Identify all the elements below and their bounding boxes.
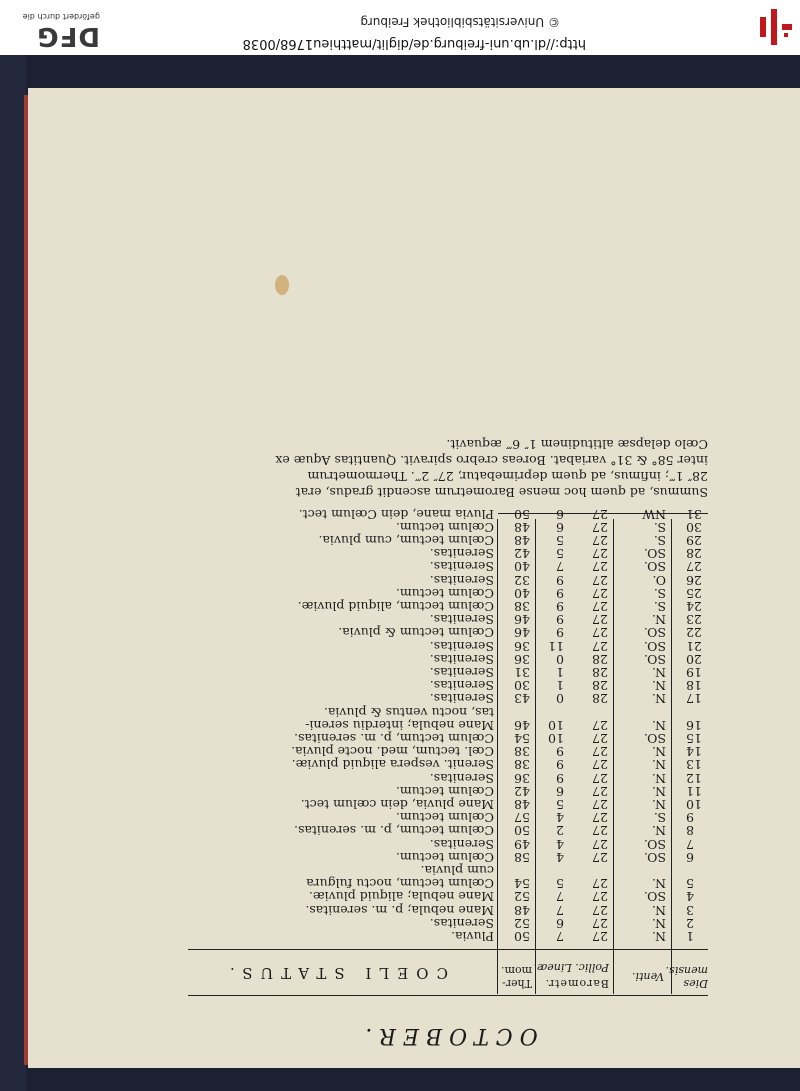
wind-cell: SO. [643,889,666,905]
linea-cell: 0 [556,651,564,667]
header-thermom-line2: mom. [501,964,532,977]
day-cell: 25 [686,585,702,601]
day-cell: 11 [686,783,702,799]
therm-cell: 38 [514,599,530,614]
therm-cell: 36 [514,770,530,786]
status-cell: Serenitas. [429,638,494,654]
wind-cell: N. [651,678,666,694]
status-cell: Cœlum tectum. [395,519,494,535]
therm-cell: 42 [514,783,530,799]
day-cell: 24 [686,599,702,614]
therm-cell: 43 [514,691,530,707]
header-thermom [501,964,532,990]
linea-cell: 1 [556,678,564,694]
wind-cell: SO. [643,546,666,562]
therm-cell: 52 [514,915,530,931]
therm-cell: 38 [514,744,530,760]
linea-cell: 11 [548,638,564,654]
pollic-cell: 27 [592,533,608,548]
linea-cell: 9 [556,757,564,773]
col-divider [497,950,498,994]
wind-cell: SO. [643,849,666,865]
linea-cell: 1 [556,665,564,680]
linea-cell: 10 [548,717,564,733]
ub-freiburg-logo[interactable] [754,7,794,47]
wind-cell: SO. [643,731,666,746]
linea-cell: 7 [556,929,564,944]
status-cell: Serenitas. [429,770,494,786]
summary-line: inter 58° & 31° variabat. Boreas crebro spiravit. Quantitas Aquæ ex [275,453,708,468]
status-cell: Serenitas. [429,651,494,667]
pollic-cell: 28 [592,691,608,707]
status-cell: Cœlum tectum. [395,585,494,601]
status-cell: Serenitas. [429,546,494,562]
pollic-cell: 27 [592,731,608,746]
status-cell: Cœlum tectum, noctu fulgura [306,876,494,892]
wind-cell: N. [651,770,666,786]
pollic-cell: 27 [592,519,608,535]
status-cell: Cœl. tectum, med. nocte pluvia. [291,744,494,760]
day-cell: 28 [686,546,702,562]
day-cell: 22 [686,625,702,641]
therm-cell: 57 [514,810,530,826]
status-cell: Cœlum tectum & pluvia. [338,625,494,641]
wind-cell: N. [651,797,666,812]
day-cell: 26 [686,572,702,588]
pollic-cell: 27 [592,559,608,575]
status-cell: Serenitas. [429,678,494,694]
therm-cell: 50 [514,823,530,839]
wind-cell: S. [653,585,666,601]
dfg-logo-text: DFG [36,21,100,51]
day-cell: 20 [686,651,702,667]
day-cell: 15 [686,731,702,746]
wind-cell: N. [651,783,666,799]
day-cell: 27 [686,559,702,575]
day-cell: 1 [686,929,694,944]
dfg-logo[interactable] [8,5,100,51]
pollic-cell: 27 [592,849,608,865]
status-cell: Cœlum tectum, p. m. serenitas. [294,731,494,746]
header-dies [666,964,708,990]
wind-cell: N. [651,665,666,680]
therm-cell: 36 [514,651,530,667]
therm-cell: 50 [514,929,530,944]
therm-cell: 42 [514,546,530,562]
linea-cell: 9 [556,744,564,760]
linea-cell: 7 [556,889,564,905]
pollic-cell: 28 [592,678,608,694]
summary-line: 28″ 1‴; infimus, ad quem deprimebatur, 27″ 2‴. Thermometrum [307,469,708,484]
wind-cell: N. [651,915,666,931]
day-cell: 23 [686,612,702,628]
therm-cell: 31 [514,665,530,680]
pollic-cell: 27 [592,902,608,918]
linea-cell: 9 [556,625,564,641]
wind-cell: N. [651,823,666,839]
pollic-cell: 28 [592,651,608,667]
linea-cell: 10 [548,731,564,746]
status-cell: Serenitas. [429,572,494,588]
day-cell: 19 [686,665,702,680]
pollic-cell: 27 [592,638,608,654]
document-url[interactable]: http://dl.ub.uni-freiburg.de/diglit/matthieu1768/0038 [242,36,586,51]
wind-cell: N. [651,717,666,733]
linea-cell: 5 [556,876,564,892]
table-col-divider [613,519,614,949]
wind-cell: SO. [643,559,666,575]
wind-cell: NW [642,506,666,522]
header-bottom-rule [188,949,708,950]
table-col-divider [535,519,536,949]
wind-cell: O. [652,572,666,588]
therm-cell: 46 [514,625,530,641]
linea-cell: 0 [556,691,564,707]
therm-cell: 40 [514,585,530,601]
pollic-cell: 27 [592,506,608,522]
pollic-cell: 27 [592,836,608,852]
day-cell: 16 [686,717,702,733]
status-cell: Serenitas. [429,836,494,852]
linea-cell: 9 [556,585,564,601]
status-cell: Serenitas. [429,691,494,707]
therm-cell: 52 [514,889,530,905]
wind-cell: SO. [643,651,666,667]
linea-cell: 9 [556,572,564,588]
scanned-page [28,88,800,1068]
status-cell: Serenitas. [429,559,494,575]
header-venti: Venti. [632,970,664,983]
status-cell: Mane nebula; interdiu sereni- [305,717,494,733]
day-cell: 12 [686,770,702,786]
col-divider [535,950,536,994]
status-cell: Mane nebula; p. m. serenitas. [305,902,494,918]
pollic-cell: 27 [592,599,608,614]
wind-cell: S. [653,810,666,826]
linea-cell: 9 [556,599,564,614]
status-cell: Mane nebula; aliquid pluviæ. [308,889,494,905]
therm-cell: 48 [514,533,530,548]
wind-cell: S. [653,519,666,535]
pollic-cell: 27 [592,757,608,773]
header-pollic-lineae: Pollic. Lineæ. [533,961,609,974]
table-col-divider [671,519,672,949]
therm-cell: 46 [514,717,530,733]
pollic-cell: 27 [592,929,608,944]
day-cell: 21 [686,638,702,654]
linea-cell: 2 [556,823,564,839]
day-cell: 4 [686,889,694,905]
scan-edge [0,55,26,1091]
linea-cell: 9 [556,770,564,786]
therm-cell: 54 [514,876,530,892]
wind-cell: N. [651,612,666,628]
linea-cell: 5 [556,797,564,812]
linea-cell: 4 [556,810,564,826]
day-cell: 2 [686,915,694,931]
day-cell: 6 [686,849,694,865]
linea-cell: 6 [556,519,564,535]
therm-cell: 58 [514,849,530,865]
linea-cell: 4 [556,849,564,865]
linea-cell: 9 [556,612,564,628]
day-cell: 31 [686,506,702,522]
wind-cell: SO. [643,625,666,641]
header-thermom-line1: Ther- [502,977,532,990]
pollic-cell: 27 [592,585,608,601]
day-cell: 5 [686,876,694,892]
status-cell: Serenit. vespera aliquid pluviæ. [291,757,494,773]
day-cell: 8 [686,823,694,839]
status-cell: Cœlum tectum, aliquid pluviæ. [297,599,494,614]
summary-line: Cœlo delapsæ altitudinem 1″ 6‴ æquavit. [446,437,708,452]
therm-cell: 30 [514,678,530,694]
day-cell: 7 [686,836,694,852]
wind-cell: SO. [643,836,666,852]
therm-cell: 54 [514,731,530,746]
pollic-cell: 27 [592,915,608,931]
therm-cell: 32 [514,572,530,588]
day-cell: 14 [686,744,702,760]
therm-cell: 46 [514,612,530,628]
pollic-cell: 27 [592,717,608,733]
status-cell: Serenitas. [429,915,494,931]
pollic-cell: 27 [592,572,608,588]
therm-cell: 36 [514,638,530,654]
summary-line: Summus, ad quem hoc mense Barometrum ascendit gradus, erat [295,485,708,500]
page-rotated-180 [28,88,800,1068]
status-cell: Cœlum tectum. [395,810,494,826]
day-cell: 18 [686,678,702,694]
wind-cell: N. [651,929,666,944]
linea-cell: 7 [556,559,564,575]
col-divider [671,950,672,994]
header-dies-line2: mensis. [665,964,708,977]
status-cell: Pluvia. [451,929,494,944]
header-dies-line1: Dies [683,977,708,990]
day-cell: 3 [686,902,694,918]
linea-cell: 6 [556,506,564,522]
viewer-header [0,0,800,55]
viewer-header-rotated [0,0,800,55]
wind-cell: S. [653,533,666,548]
pollic-cell: 27 [592,612,608,628]
status-cell: Serenitas. [429,665,494,680]
therm-cell: 48 [514,519,530,535]
dfg-caption: gefördert durch die [22,12,100,21]
status-cell: Cœlum tectum, cum pluvia. [318,533,494,548]
linea-cell: 7 [556,902,564,918]
pollic-cell: 27 [592,783,608,799]
pollic-cell: 27 [592,823,608,839]
pollic-cell: 27 [592,810,608,826]
table-bottom-rule [498,513,708,514]
monthly-summary [188,436,708,500]
pollic-cell: 27 [592,744,608,760]
linea-cell: 6 [556,915,564,931]
day-cell: 10 [686,797,702,812]
status-cell: Serenitas. [429,612,494,628]
table-col-divider [497,519,498,949]
linea-cell: 5 [556,546,564,562]
header-top-rule [188,995,708,996]
status-cell: Mane pluvia, dein cœlum tect. [300,797,494,812]
pollic-cell: 27 [592,770,608,786]
status-cell: tas, noctu ventus & pluvia. [323,704,494,720]
status-cell: cum pluvia. [420,863,494,878]
therm-cell: 50 [514,506,530,522]
therm-cell: 49 [514,836,530,852]
day-cell: 29 [686,533,702,548]
linea-cell: 6 [556,783,564,799]
status-cell: Cœlum tectum, p. m. serenitas. [294,823,494,839]
wind-cell: SO. [643,638,666,654]
status-cell: Cœlum tectum. [395,783,494,799]
wind-cell: N. [651,691,666,707]
day-cell: 13 [686,757,702,773]
therm-cell: 48 [514,797,530,812]
header-barometr: Barometr. [544,977,609,990]
pollic-cell: 27 [592,546,608,562]
wind-cell: N. [651,902,666,918]
page-title: OCTOBER. [358,1023,538,1048]
pollic-cell: 27 [592,889,608,905]
day-cell: 30 [686,519,702,535]
pollic-cell: 27 [592,797,608,812]
wind-cell: N. [651,876,666,892]
day-cell: 17 [686,691,702,707]
col-divider [613,950,614,994]
status-cell: Cœlum tectum. [395,849,494,865]
linea-cell: 5 [556,533,564,548]
pollic-cell: 27 [592,876,608,892]
header-coeli-status: COELI STATUS. [221,964,448,982]
wind-cell: S. [653,599,666,614]
therm-cell: 40 [514,559,530,575]
pollic-cell: 27 [592,625,608,641]
status-cell: Pluvia mane, dein Cœlum tect. [298,506,494,522]
wind-cell: N. [651,757,666,773]
day-cell: 9 [686,810,694,826]
linea-cell: 4 [556,836,564,852]
copyright-notice: © Universitätsbibliothek Freiburg [360,15,560,29]
wind-cell: N. [651,744,666,760]
therm-cell: 38 [514,757,530,773]
therm-cell: 48 [514,902,530,918]
pollic-cell: 28 [592,665,608,680]
